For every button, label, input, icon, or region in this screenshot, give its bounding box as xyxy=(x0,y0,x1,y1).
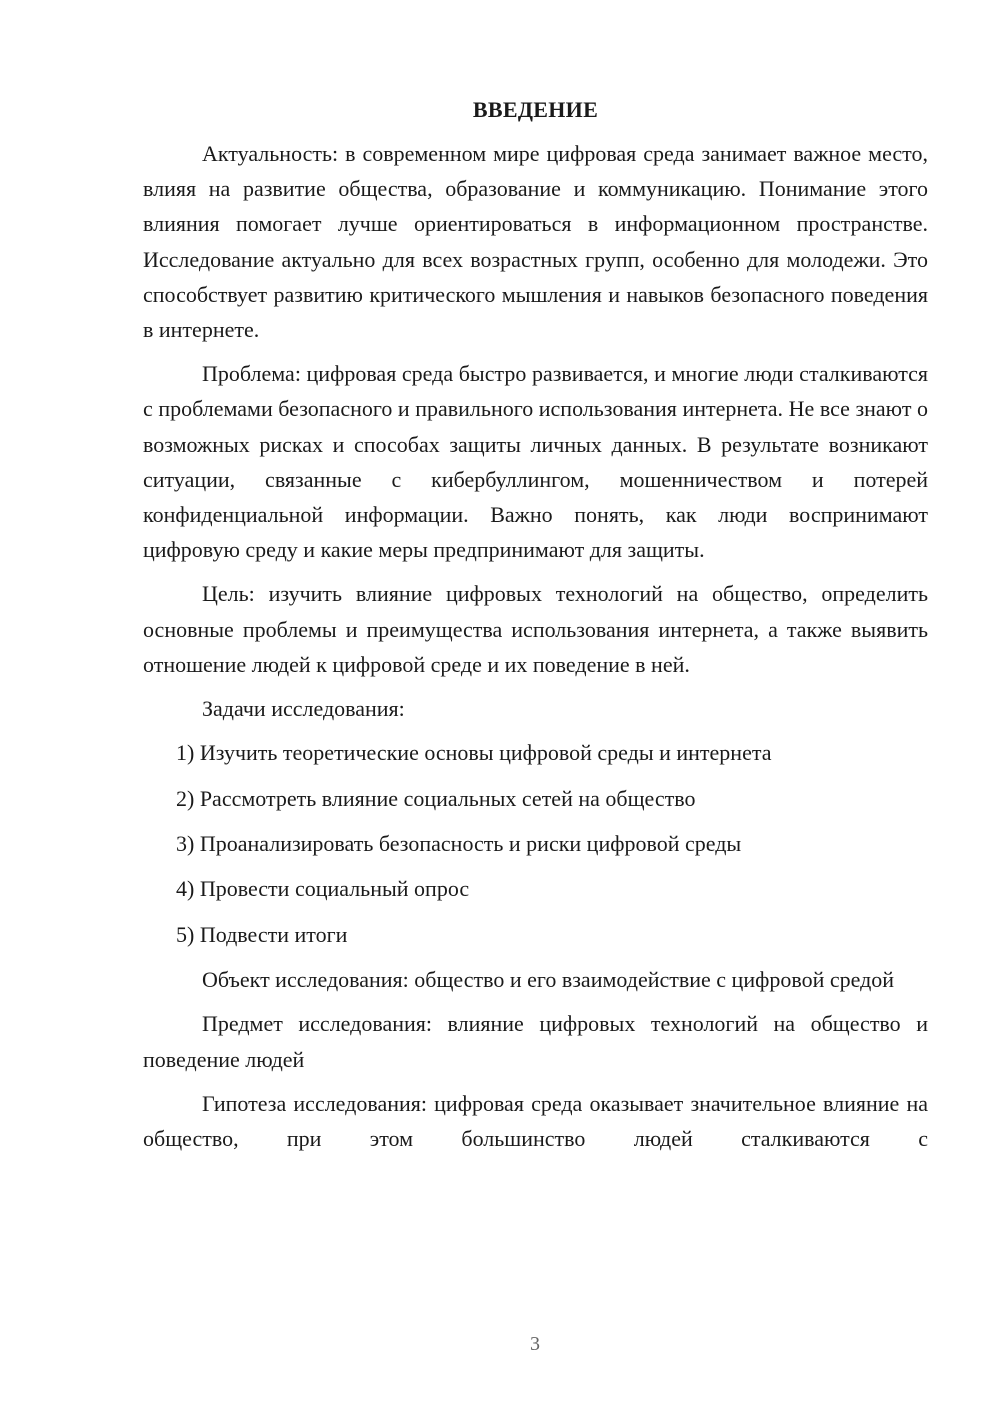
page-title: ВВЕДЕНИЕ xyxy=(472,97,599,122)
list-item: 1) Изучить теоретические основы цифровой среды и интернета xyxy=(176,740,772,766)
paragraph-problem: Проблема: цифровая среда быстро развивается, и многие люди сталкиваются с проблемами безопасного и правильного использования интернета. Не все знают о возможных рисках и способах защиты личных данных. В результате возникают ситуации, связанные с кибербуллингом, мошенничеством и потерей конфиденциальной информации. Важно понять, как люди воспринимают цифровую среду и какие меры предпринимают для защиты. xyxy=(143,361,928,563)
list-item: 3) Проанализировать безопасность и риски цифровой среды xyxy=(176,831,742,857)
paragraph-subject: Предмет исследования: влияние цифровых технологий на общество и поведение людей xyxy=(143,1011,928,1072)
paragraph-relevance: Актуальность: в современном мире цифровая среда занимает важное место, влияя на развитие общества, образование и коммуникацию. Понимание этого влияния помогает лучше ориентироваться в информационном пространстве. Исследование актуально для всех возрастных групп, особенно для молодежи. Это способствует развитию критического мышления и навыков безопасного поведения в интернете. xyxy=(143,141,928,343)
page-number: 3 xyxy=(530,1333,540,1355)
list-item: 5) Подвести итоги xyxy=(176,921,348,947)
paragraph-hypothesis: Гипотеза исследования: цифровая среда оказывает значительное влияние на общество, при этом большинство людей сталкиваются с xyxy=(143,1090,928,1152)
tasks-list xyxy=(143,735,928,952)
document-page xyxy=(143,94,928,1165)
paragraph-goal: Цель: изучить влияние цифровых технологий на общество, определить основные проблемы и преимущества использования интернета, а также выявить отношение людей к цифровой среде и их поведение в ней. xyxy=(143,581,928,677)
paragraph-object: Объект исследования: общество и его взаимодействие с цифровой средой xyxy=(202,967,895,993)
list-item: 2) Рассмотреть влияние социальных сетей на общество xyxy=(176,785,696,811)
list-item: 4) Провести социальный опрос xyxy=(176,876,470,902)
tasks-heading: Задачи исследования: xyxy=(202,696,405,722)
